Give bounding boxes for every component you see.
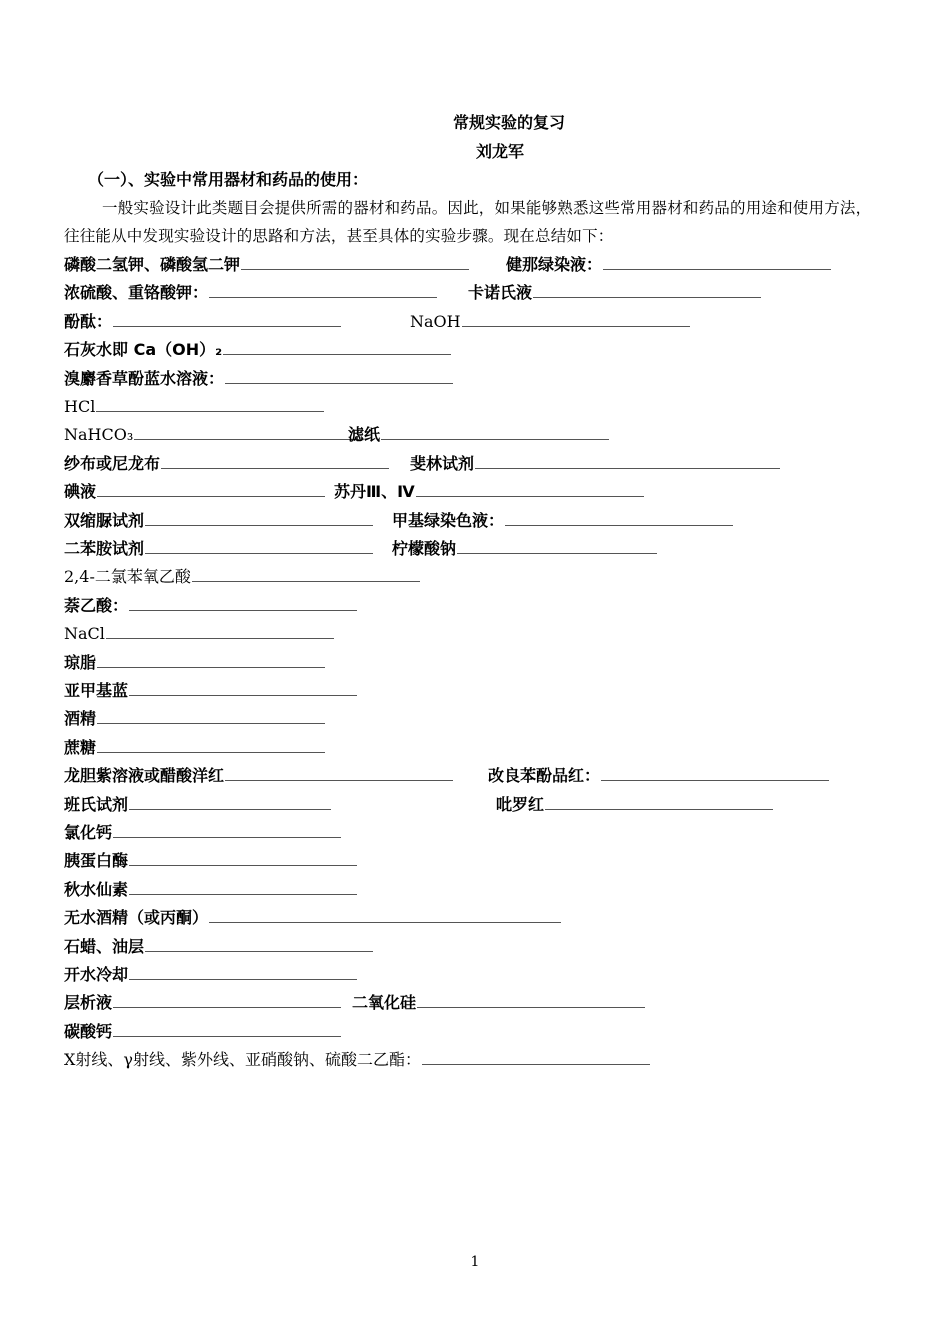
- list-item: [64, 1047, 650, 1073]
- answer-blank[interactable]: [192, 564, 420, 582]
- answer-blank[interactable]: [462, 309, 690, 327]
- list-item: [64, 309, 341, 335]
- list-item: [64, 536, 373, 562]
- item-label: 滤纸: [348, 425, 381, 445]
- list-item: [64, 848, 357, 874]
- answer-blank[interactable]: [113, 1019, 341, 1037]
- page-number: 1: [470, 1254, 480, 1270]
- item-label: 斐林试剂: [410, 453, 475, 473]
- answer-blank[interactable]: [145, 508, 373, 526]
- answer-blank[interactable]: [129, 962, 357, 980]
- item-label: 双缩脲试剂: [64, 510, 145, 530]
- list-item: [64, 763, 453, 789]
- item-label: 酒精: [64, 709, 97, 729]
- item-label: 石灰水即 Ca（OH）₂: [64, 340, 223, 360]
- answer-blank[interactable]: [225, 366, 453, 384]
- item-label: 二苯胺试剂: [64, 539, 145, 558]
- list-item: [392, 536, 657, 562]
- answer-blank[interactable]: [533, 280, 761, 298]
- list-item: [64, 877, 357, 903]
- item-label: 胰蛋白酶: [64, 851, 129, 871]
- answer-blank[interactable]: [416, 479, 644, 497]
- item-label: 氯化钙: [64, 823, 113, 842]
- answer-blank[interactable]: [422, 1047, 650, 1065]
- list-item: [64, 479, 325, 505]
- item-label: 碳酸钙: [64, 1021, 113, 1041]
- item-label: 甲基绿染色液：: [392, 510, 505, 530]
- list-item: [496, 792, 773, 818]
- answer-blank[interactable]: [545, 792, 773, 810]
- list-item: [410, 309, 690, 335]
- list-item: [64, 564, 420, 590]
- list-item: [392, 508, 733, 534]
- item-label: 无水酒精（或丙酮）: [64, 908, 209, 928]
- item-label: NaCl: [64, 624, 105, 644]
- answer-blank[interactable]: [225, 763, 453, 781]
- answer-blank[interactable]: [241, 252, 469, 270]
- answer-blank[interactable]: [603, 252, 831, 270]
- answer-blank[interactable]: [129, 792, 331, 810]
- list-item: [64, 962, 357, 988]
- answer-blank[interactable]: [223, 337, 451, 355]
- list-item: [64, 990, 341, 1016]
- answer-blank[interactable]: [209, 905, 561, 923]
- list-item: [352, 990, 645, 1016]
- item-label: 酚酞：: [64, 311, 113, 331]
- item-label: NaHCO₃: [64, 425, 134, 445]
- item-label: 苏丹Ⅲ、Ⅳ: [334, 482, 415, 502]
- list-item: [334, 479, 644, 505]
- list-item: [64, 280, 437, 306]
- list-item: [348, 422, 609, 448]
- list-item: [64, 621, 334, 647]
- answer-blank[interactable]: [145, 536, 373, 554]
- item-label: 溴麝香草酚蓝水溶液：: [64, 368, 225, 388]
- author-name: 刘龙军: [475, 142, 524, 161]
- item-label: 柠檬酸钠: [392, 539, 457, 558]
- list-item: [488, 763, 829, 789]
- answer-blank[interactable]: [601, 763, 829, 781]
- list-item: [468, 280, 761, 306]
- answer-blank[interactable]: [161, 451, 389, 469]
- answer-blank[interactable]: [97, 650, 325, 668]
- item-label: 龙胆紫溶液或醋酸洋红: [64, 766, 225, 786]
- item-label: 纱布或尼龙布: [64, 453, 161, 473]
- item-label: 碘液: [64, 482, 97, 502]
- list-item: [64, 934, 373, 960]
- list-item: [64, 735, 325, 761]
- item-label: 卡诺氏液: [468, 283, 533, 303]
- answer-blank[interactable]: [505, 508, 733, 526]
- answer-blank[interactable]: [129, 848, 357, 866]
- list-item: [64, 252, 469, 278]
- answer-blank[interactable]: [106, 621, 334, 639]
- page-title: 常规实验的复习: [452, 113, 565, 132]
- answer-blank[interactable]: [97, 479, 325, 497]
- list-item: [64, 337, 451, 363]
- item-label: NaOH: [410, 311, 461, 331]
- answer-blank[interactable]: [96, 394, 324, 412]
- item-label: 秋水仙素: [64, 879, 129, 899]
- list-item: [506, 252, 831, 278]
- answer-blank[interactable]: [417, 990, 645, 1008]
- list-item: [64, 508, 373, 534]
- item-label: 二氧化硅: [352, 993, 417, 1013]
- list-item: [64, 792, 331, 818]
- item-label: 琼脂: [64, 652, 97, 672]
- answer-blank[interactable]: [129, 678, 357, 696]
- list-item: [64, 905, 561, 931]
- list-item: [64, 366, 453, 392]
- item-label: 健那绿染液：: [506, 255, 603, 274]
- answer-blank[interactable]: [134, 422, 362, 440]
- item-label: 亚甲基蓝: [64, 681, 129, 700]
- list-item: [410, 451, 780, 477]
- list-item: [64, 706, 325, 732]
- answer-blank[interactable]: [381, 422, 609, 440]
- item-label: HCl: [64, 397, 96, 416]
- answer-blank[interactable]: [113, 990, 341, 1008]
- item-label: 开水冷却: [64, 965, 129, 984]
- answer-blank[interactable]: [457, 536, 657, 554]
- intro-paragraph: 一般实验设计此类题目会提供所需的器材和药品。因此，如果能够熟悉这些常用器材和药品的用途和使用方法，往往能从中发现实验设计的思路和方法，甚至具体的实验步骤。现在总结如下：: [64, 199, 872, 245]
- answer-blank[interactable]: [129, 593, 357, 611]
- item-label: X射线、γ射线、紫外线、亚硝酸钠、硫酸二乙酯：: [64, 1050, 421, 1070]
- item-label: 改良苯酚品红：: [488, 766, 601, 786]
- list-item: [64, 650, 325, 676]
- item-label: 吡罗红: [496, 794, 545, 814]
- list-item: [64, 1019, 341, 1045]
- list-item: [64, 593, 357, 619]
- answer-blank[interactable]: [113, 309, 341, 327]
- list-item: [64, 422, 362, 448]
- section-heading: （一）、实验中常用器材和药品的使用：: [88, 170, 369, 189]
- item-label: 班氏试剂: [64, 794, 129, 814]
- answer-blank[interactable]: [129, 877, 357, 895]
- item-label: 磷酸二氢钾、磷酸氢二钾: [64, 255, 241, 274]
- item-label: 石蜡、油层: [64, 936, 145, 956]
- answer-blank[interactable]: [145, 934, 373, 952]
- item-label: 萘乙酸：: [64, 595, 129, 615]
- item-label: 蔗糖: [64, 737, 97, 757]
- list-item: [64, 451, 389, 477]
- answer-blank[interactable]: [475, 451, 780, 469]
- item-label: 2,4-二氯苯氧乙酸: [64, 567, 191, 587]
- list-item: [64, 678, 357, 704]
- item-label: 浓硫酸、重铬酸钾：: [64, 283, 209, 303]
- list-item: [64, 820, 341, 846]
- list-item: [64, 394, 324, 420]
- answer-blank[interactable]: [209, 280, 437, 298]
- answer-blank[interactable]: [97, 706, 325, 724]
- answer-blank[interactable]: [113, 820, 341, 838]
- item-label: 层析液: [64, 993, 113, 1013]
- answer-blank[interactable]: [97, 735, 325, 753]
